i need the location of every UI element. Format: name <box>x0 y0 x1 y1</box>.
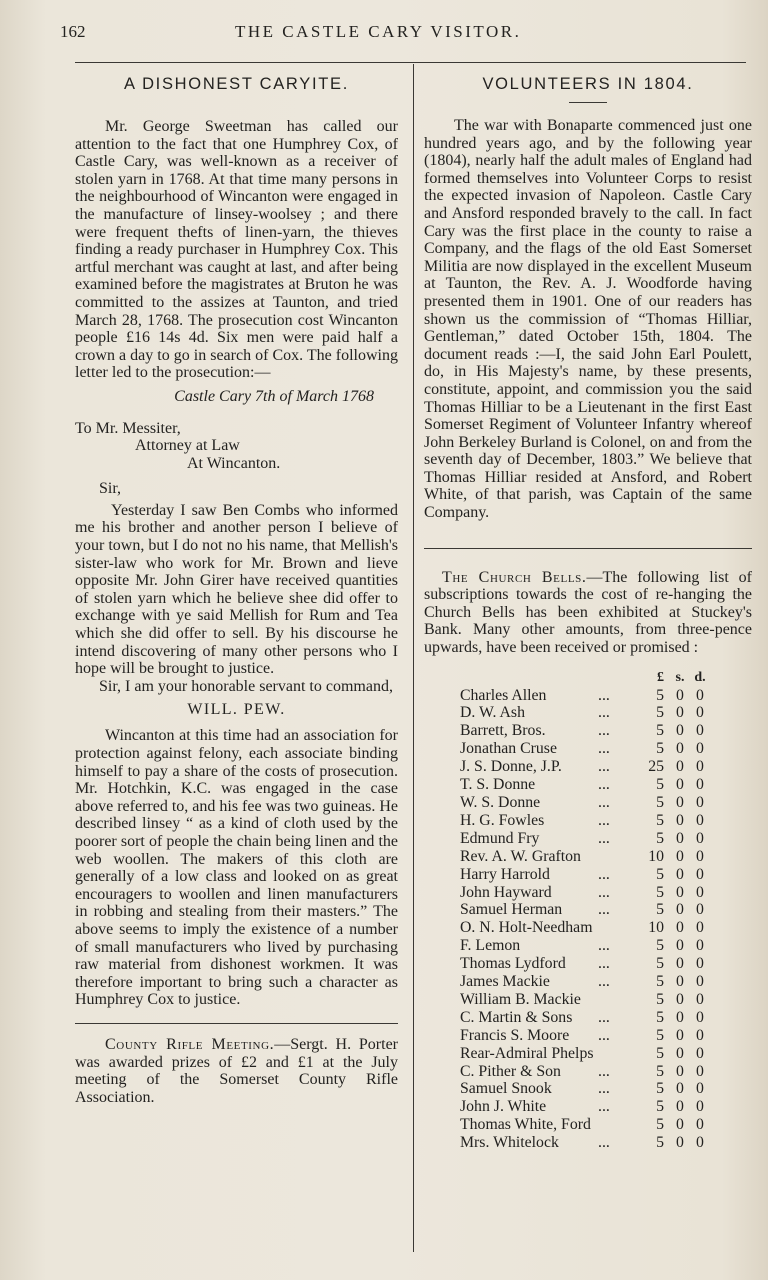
amount-pence: 0 <box>696 740 704 758</box>
amount-shillings: 0 <box>676 883 684 901</box>
amount-pounds: 5 <box>656 973 664 991</box>
leader-dots: ... <box>598 686 610 704</box>
amount-shillings: 0 <box>676 1098 684 1116</box>
leader-dots: ... <box>598 973 610 991</box>
leader-dots: ... <box>598 829 610 847</box>
subscriber-name: Rear-Admiral Phelps <box>460 1044 594 1062</box>
amount-pounds: 5 <box>656 865 664 883</box>
subscription-row <box>460 1098 710 1116</box>
amount-shillings: 0 <box>676 973 684 991</box>
subscriber-name: T. S. Donne <box>460 776 536 794</box>
amount-shillings: 0 <box>676 811 684 829</box>
amount-shillings: 0 <box>676 1008 684 1026</box>
church-bells-heading: The Church Bells. <box>442 568 587 586</box>
amount-pence: 0 <box>696 722 704 740</box>
subscription-row <box>460 919 710 937</box>
amount-pence: 0 <box>696 865 704 883</box>
leader-dots: ... <box>598 955 610 973</box>
subscription-row <box>460 884 710 902</box>
right-column <box>424 72 752 1152</box>
subscriber-name: Samuel Snook <box>460 1080 552 1098</box>
amount-pounds: 25 <box>648 758 664 776</box>
amount-pence: 0 <box>696 776 704 794</box>
leader-dots: ... <box>598 758 610 776</box>
section-rule <box>75 1023 398 1024</box>
article-title-dishonest-caryite: A DISHONEST CARYITE. <box>123 75 350 93</box>
subscriber-name: Charles Allen <box>460 686 547 704</box>
pence-column-header: d. <box>694 669 706 685</box>
amount-pounds: 5 <box>656 883 664 901</box>
leader-dots: ... <box>598 1008 610 1026</box>
amount-pence: 0 <box>696 758 704 776</box>
amount-pounds: 5 <box>656 955 664 973</box>
amount-pence: 0 <box>696 686 704 704</box>
amount-shillings: 0 <box>676 776 684 794</box>
amount-pence: 0 <box>696 811 704 829</box>
subscriber-name: Mrs. Whitelock <box>460 1134 559 1152</box>
amount-shillings: 0 <box>676 1116 684 1134</box>
subscription-row <box>460 687 710 705</box>
amount-pounds: 5 <box>656 1080 664 1098</box>
amount-pounds: 5 <box>656 937 664 955</box>
subscriber-name: John Hayward <box>460 883 552 901</box>
letter-salutation: Sir, <box>99 480 122 498</box>
pounds-column-header: £ <box>657 669 664 685</box>
subscription-row <box>460 776 710 794</box>
subscription-row <box>460 1027 710 1045</box>
letter-address-line: At Wincanton. <box>187 454 281 472</box>
amount-pounds: 10 <box>648 919 664 937</box>
amount-pence: 0 <box>696 901 704 919</box>
subscription-row <box>460 704 710 722</box>
leader-dots: ... <box>598 1062 610 1080</box>
amount-pounds: 10 <box>648 847 664 865</box>
article-paragraph: The war with Bonaparte commenced just one hundred years ago, and by the following year (1804), nearly half the adult males of England had formed themselves into Volunteer Corps to resist the expected invasion of Napoleon. Castle Cary and Ansford responded bravely to the call. In fact Cary was the first place in the county to raise a Company, and the flags of the old East Somerset Militia are now displayed in the excellent Museum at Taunton, the Rev. A. J. Woodforde having presented them in 1901. One of our readers has shown us the commission of “Thomas Hilliar, Gentleman,” dated October 15th, 1804. The document reads :—I, the said John Earl Poulett, do, in His Majesty's name, by these presents, constitute, appoint, and commission you the said Thomas Hilliar to be a Lieutenant in the first East Somerset Regiment of Volunteer Infantry whereof John Berkeley Burland is Colonel, on and from the seventh day of December, 1803.” We believe that Thomas Hilliar resided at Ansford, and Robert White, of that parish, was Captain of the same Company. <box>424 117 752 522</box>
leader-dots <box>598 1045 636 1063</box>
letter-body: Yesterday I saw Ben Combs who informed me his brother and another person I believe of your town, but I do not no his name, that Mellish's sister-law who work for Mr. Brown and lieve opposite Mr. John Girer have received quantities of stolen yarn which he believe shee did offer to exchange with ye said Mellish for Rum and Tea which she did offer to sell. By his discourse he intend discovering of many other persons who I hope will be brought to justice. <box>75 501 398 678</box>
amount-pounds: 5 <box>656 740 664 758</box>
amount-pounds: 5 <box>656 811 664 829</box>
running-head <box>60 22 738 48</box>
amount-pounds: 5 <box>656 1134 664 1152</box>
journal-title: THE CASTLE CARY VISITOR. <box>235 22 522 41</box>
amount-pence: 0 <box>696 829 704 847</box>
subscription-row <box>460 955 710 973</box>
subscriber-name: C. Martin & Sons <box>460 1008 573 1026</box>
left-column <box>75 72 398 1106</box>
subscription-row <box>460 1045 710 1063</box>
amount-pence: 0 <box>696 1044 704 1062</box>
subscription-row <box>460 973 710 991</box>
letter-dateline: Castle Cary 7th of March 1768 <box>174 387 374 405</box>
amount-shillings: 0 <box>676 901 684 919</box>
amount-pounds: 5 <box>656 1044 664 1062</box>
leader-dots: ... <box>598 1098 610 1116</box>
letter-closing: Sir, I am your honorable servant to command, <box>99 677 393 695</box>
amount-shillings: 0 <box>676 1026 684 1044</box>
subscription-row <box>460 794 710 812</box>
amount-shillings: 0 <box>676 829 684 847</box>
subscriber-name: James Mackie <box>460 973 550 991</box>
amount-shillings: 0 <box>676 793 684 811</box>
leader-dots: ... <box>598 1026 610 1044</box>
amount-pence: 0 <box>696 973 704 991</box>
subscription-row <box>460 901 710 919</box>
amount-pence: 0 <box>696 990 704 1008</box>
subscriber-name: John J. White <box>460 1098 547 1116</box>
shillings-column-header: s. <box>675 669 685 685</box>
subscriber-name: C. Pither & Son <box>460 1062 561 1080</box>
subscription-row <box>460 1134 710 1152</box>
amount-pence: 0 <box>696 1098 704 1116</box>
leader-dots: ... <box>598 1134 610 1152</box>
title-rule <box>569 102 607 103</box>
amount-pence: 0 <box>696 793 704 811</box>
column-divider <box>413 64 414 1252</box>
subscription-table <box>460 669 710 1152</box>
subscriber-name: Thomas Lydford <box>460 955 566 973</box>
amount-shillings: 0 <box>676 686 684 704</box>
leader-dots: ... <box>598 883 610 901</box>
amount-shillings: 0 <box>676 937 684 955</box>
leader-dots: ... <box>598 865 610 883</box>
amount-shillings: 0 <box>676 704 684 722</box>
subscription-row <box>460 1063 710 1081</box>
article-paragraph: Wincanton at this time had an association for protection against felony, each associate binding himself to pay a share of the costs of prosecution. Mr. Hotchkin, K.C. was engaged in the case above referred to, and his fee was two guineas. He described linsey “ as a kind of cloth used by the poorer sort of people the chain being linen and the web woollen. The makers of this cloth are generally of a low class and looked on as great encouragers to woollen and linen manufacturers in robbing and stealing from their masters.” The above seems to imply the existence of a number of small manufacturers who lived by purchasing raw material from dishonest workmen. It was therefore important to bring such a character as Humphrey Cox to justice. <box>75 727 398 1009</box>
amount-pence: 0 <box>696 704 704 722</box>
leader-dots: ... <box>598 740 610 758</box>
amount-shillings: 0 <box>676 955 684 973</box>
amount-pence: 0 <box>696 937 704 955</box>
letter-address-line: Attorney at Law <box>135 437 240 455</box>
subscriber-name: H. G. Fowles <box>460 811 545 829</box>
subscription-row <box>460 1116 710 1134</box>
subscriber-name: O. N. Holt-Needham <box>460 919 593 937</box>
subscriber-name: J. S. Donne, J.P. <box>460 758 562 776</box>
subscriber-name: Thomas White, Ford <box>460 1116 591 1134</box>
amount-shillings: 0 <box>676 847 684 865</box>
subscriber-name: D. W. Ash <box>460 704 525 722</box>
subscription-row <box>460 812 710 830</box>
subscriber-name: Barrett, Bros. <box>460 722 546 740</box>
section-rule <box>424 548 752 549</box>
leader-dots: ... <box>598 704 610 722</box>
leader-dots: ... <box>598 1080 610 1098</box>
amount-shillings: 0 <box>676 722 684 740</box>
rifle-meeting-heading: County Rifle Meeting. <box>105 1035 275 1053</box>
subscriber-name: W. S. Donne <box>460 793 541 811</box>
amount-shillings: 0 <box>676 865 684 883</box>
amount-pence: 0 <box>696 1026 704 1044</box>
subscriber-name: Edmund Fry <box>460 829 540 847</box>
leader-dots: ... <box>598 776 610 794</box>
subscriber-name: Jonathan Cruse <box>460 740 557 758</box>
amount-pounds: 5 <box>656 1062 664 1080</box>
amount-pounds: 5 <box>656 1116 664 1134</box>
leader-dots: ... <box>598 793 610 811</box>
subscription-row <box>460 937 710 955</box>
leader-dots: ... <box>598 937 610 955</box>
amount-pounds: 5 <box>656 1026 664 1044</box>
rifle-meeting-text: —Sergt. H. Porter was awarded prizes of £2 and £1 at the July meeting of the Somerset County Rifle Association. <box>75 1035 399 1106</box>
subscriber-name: Rev. A. W. Grafton <box>460 847 581 865</box>
amount-pounds: 5 <box>656 1008 664 1026</box>
subscription-row <box>460 1080 710 1098</box>
header-rule <box>75 62 746 63</box>
subscriber-name: Samuel Herman <box>460 901 563 919</box>
amount-pounds: 5 <box>656 704 664 722</box>
amount-pounds: 5 <box>656 829 664 847</box>
amount-pence: 0 <box>696 919 704 937</box>
church-bells-note <box>424 569 752 657</box>
subscriber-name: F. Lemon <box>460 937 521 955</box>
leader-dots <box>598 1116 636 1134</box>
subscription-row <box>460 722 710 740</box>
amount-shillings: 0 <box>676 919 684 937</box>
subscription-row <box>460 830 710 848</box>
amount-pounds: 5 <box>656 1098 664 1116</box>
subscriber-name: William B. Mackie <box>460 990 581 1008</box>
subscriber-name: Harry Harrold <box>460 865 550 883</box>
subscription-row <box>460 740 710 758</box>
article-paragraph: Mr. George Sweetman has called our attention to the fact that one Humphrey Cox, of Castle Cary, was well-known as a receiver of stolen yarn in 1768. At that time many persons in the neighbourhood of Wincanton were engaged in the manufacture of linsey-woolsey ; and there were frequent thefts of linen-yarn, the thieves finding a ready purchaser in Humphrey Cox. This artful merchant was caught at last, and after being examined before the magistrates at Bruton he was committed to the assizes at Taunton, and tried March 28, 1768. The prosecution cost Wincanton people £16 14s 4d. Six men were paid half a crown a day to go in search of Cox. The following letter led to the prosecution:— <box>75 118 398 382</box>
subscription-header-row <box>460 669 710 687</box>
amount-pounds: 5 <box>656 722 664 740</box>
amount-shillings: 0 <box>676 990 684 1008</box>
subscriber-name: Francis S. Moore <box>460 1026 570 1044</box>
subscription-row <box>460 848 710 866</box>
article-title-volunteers: VOLUNTEERS IN 1804. <box>482 75 694 93</box>
amount-shillings: 0 <box>676 1134 684 1152</box>
amount-shillings: 0 <box>676 1044 684 1062</box>
amount-pence: 0 <box>696 847 704 865</box>
leader-dots: ... <box>598 722 610 740</box>
amount-pence: 0 <box>696 883 704 901</box>
church-bells-text: —The following list of subscriptions towards the cost of re-hanging the Church Bells has been exhibited at Stuckey's Bank. Many other amounts, from three-pence upwards, have been received or promised : <box>424 568 753 657</box>
amount-pence: 0 <box>696 1062 704 1080</box>
leader-dots <box>598 991 636 1009</box>
subscription-row <box>460 866 710 884</box>
amount-shillings: 0 <box>676 758 684 776</box>
letter-signature: WILL. PEW. <box>187 701 286 719</box>
subscription-row <box>460 991 710 1009</box>
amount-pounds: 5 <box>656 776 664 794</box>
amount-pounds: 5 <box>656 901 664 919</box>
subscription-row <box>460 758 710 776</box>
amount-pence: 0 <box>696 1116 704 1134</box>
letter-address-line: To Mr. Messiter, <box>75 419 181 437</box>
page-number: 162 <box>60 22 86 41</box>
leader-dots: ... <box>598 901 610 919</box>
amount-pence: 0 <box>696 1008 704 1026</box>
amount-pence: 0 <box>696 1134 704 1152</box>
leader-dots: ... <box>598 811 610 829</box>
amount-shillings: 0 <box>676 740 684 758</box>
amount-pence: 0 <box>696 955 704 973</box>
amount-shillings: 0 <box>676 1080 684 1098</box>
amount-pounds: 5 <box>656 793 664 811</box>
amount-shillings: 0 <box>676 1062 684 1080</box>
amount-pounds: 5 <box>656 686 664 704</box>
rifle-meeting-note <box>75 1036 398 1106</box>
subscription-row <box>460 1009 710 1027</box>
leader-dots <box>598 919 636 937</box>
amount-pounds: 5 <box>656 990 664 1008</box>
amount-pence: 0 <box>696 1080 704 1098</box>
leader-dots <box>598 848 636 866</box>
